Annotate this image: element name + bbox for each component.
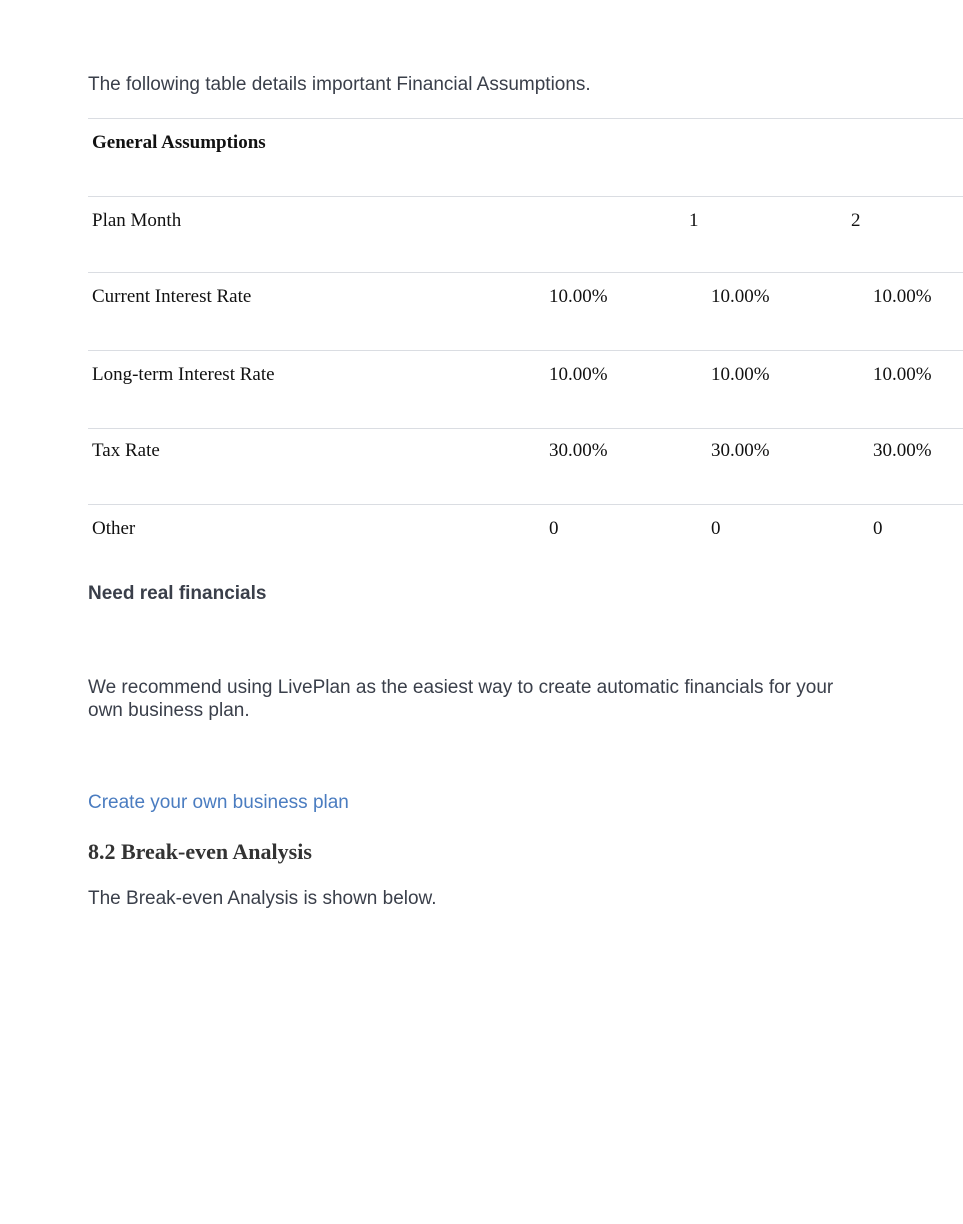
row-value: 10.00% [549,286,608,307]
row-value: 10.00% [873,364,932,385]
break-even-intro-text: The Break-even Analysis is shown below. [88,888,437,909]
row-value: 10.00% [711,286,770,307]
row-value: 30.00% [873,440,932,461]
row-value: 10.00% [711,364,770,385]
table-row [88,350,963,429]
need-financials-heading: Need real financials [88,583,267,604]
table-row [88,272,963,351]
liveplan-recommendation-text: We recommend using LivePlan as the easiest way to create automatic financials for your own business plan. [88,677,834,721]
row-value: 30.00% [549,440,608,461]
plan-month-label: Plan Month [92,210,182,231]
intro-text: The following table details important Financial Assumptions. [88,74,591,95]
table-row [88,428,963,505]
row-label: Long-term Interest Rate [92,364,275,385]
row-value: 0 [549,518,559,539]
create-business-plan-link[interactable]: Create your own business plan [88,792,349,813]
row-value: 10.00% [549,364,608,385]
table-row [88,504,963,565]
row-value: 30.00% [711,440,770,461]
table-title-row [88,118,963,197]
break-even-section-title: 8.2 Break-even Analysis [88,839,312,864]
row-value: 0 [873,518,883,539]
row-label: Current Interest Rate [92,286,252,307]
plan-month-1: 1 [689,210,699,231]
table-header-row [88,196,963,273]
row-value: 10.00% [873,286,932,307]
row-value: 0 [711,518,721,539]
row-label: Tax Rate [92,440,160,461]
table-title: General Assumptions [92,132,266,153]
plan-month-2: 2 [851,210,861,231]
row-label: Other [92,518,136,539]
